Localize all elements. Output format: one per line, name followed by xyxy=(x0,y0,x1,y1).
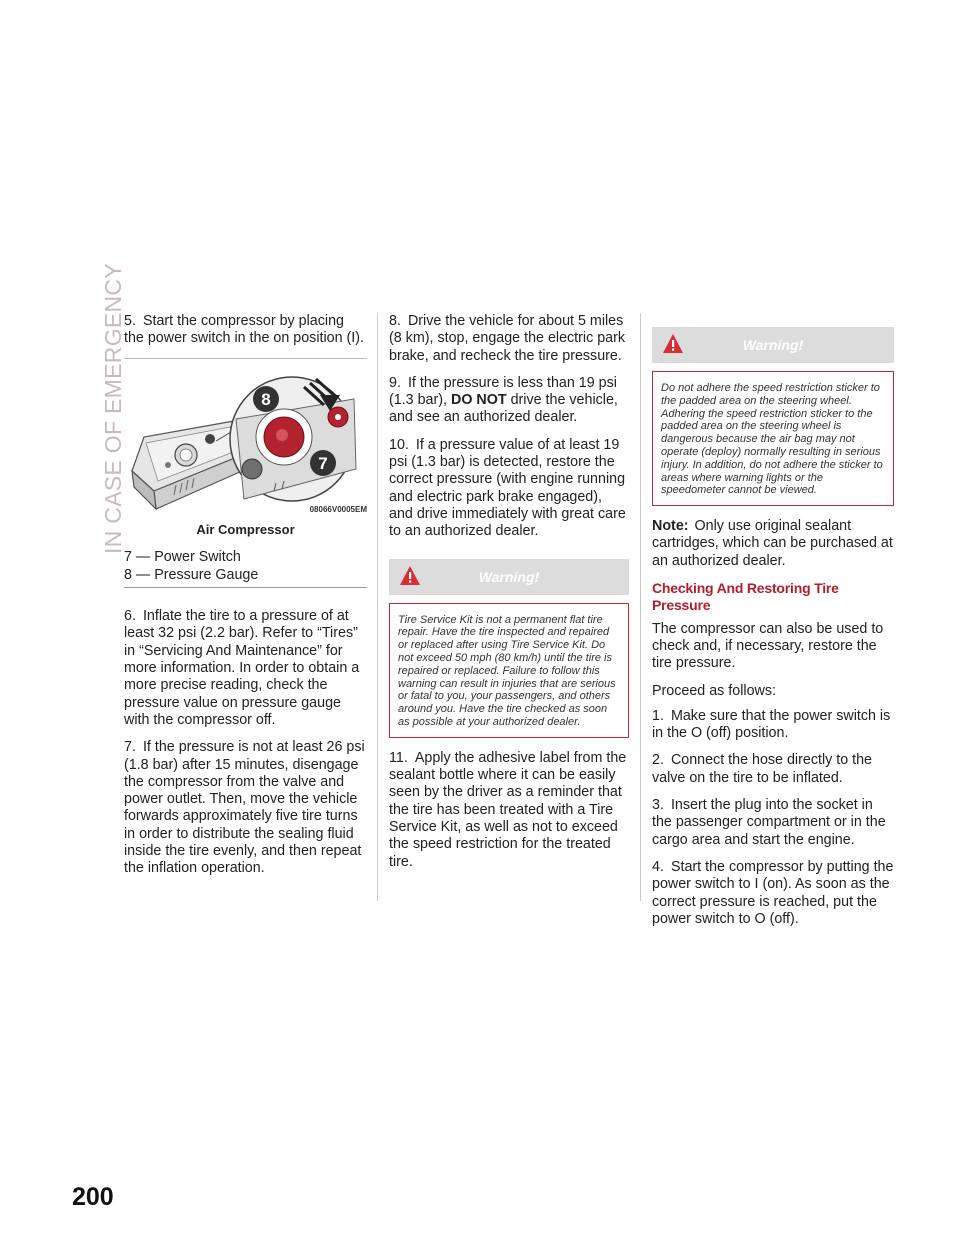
subheading: Checking And Restoring Tire Pressure xyxy=(652,580,839,614)
air-compressor-figure xyxy=(124,358,367,549)
compressor-body xyxy=(132,421,242,509)
step-5 xyxy=(124,313,367,348)
figure-caption: Air Compressor xyxy=(196,522,295,538)
proceed-paragraph: Proceed as follows: xyxy=(652,682,776,699)
step-11 xyxy=(389,750,629,871)
note-label: Note: xyxy=(652,518,689,535)
legend-item-power-switch: 7 — Power Switch xyxy=(124,548,241,565)
step-number: 2. xyxy=(652,752,664,769)
note-text: Only use original sealant cartridges, which can be purchased at an authorized dealer. xyxy=(652,518,893,569)
column-1 xyxy=(124,313,367,888)
step-number: 1. xyxy=(652,707,664,724)
figure-code: 08066V0005EM xyxy=(309,505,367,515)
warning-body: Tire Service Kit is not a permanent flat tire repair. Have the tire inspected and repaired or replaced after using Tire Service Kit. Do not exceed 50 mph (80 km/h) until the tire is repaired or replaced. Failure to follow this warning can result in injuries that are serious or fatal to you, your passengers, and others around you. Have the tire checked as soon as possible at your authorized dealer. xyxy=(389,603,629,738)
intro-paragraph: The compressor can also be used to check and, if necessary, restore the tire pressure. xyxy=(652,620,884,672)
step-text: Start the compressor by placing the power switch in the on position (I). xyxy=(124,313,364,347)
svg-text:8: 8 xyxy=(261,389,271,409)
step-text: Apply the adhesive label from the sealant bottle where it can be easily seen by the driver as a reminder that the tire has been treated with a Tire Service Kit, as well as not to exceed the speed restriction for the treated tire. xyxy=(389,749,627,870)
step-text: If a pressure value of at least 19 psi (1.3 bar) is detected, restore the correct pressure (with engine running and electric park brake engaged), and drive immediately with great care to an authorized dealer. xyxy=(389,436,626,540)
step-6 xyxy=(124,608,367,729)
note xyxy=(652,518,894,570)
check-step-2 xyxy=(652,752,894,787)
check-step-4 xyxy=(652,859,894,928)
step-number: 8. xyxy=(389,313,401,329)
step-number: 10. xyxy=(389,436,409,453)
warning-header xyxy=(389,559,629,595)
section-title-vertical: IN CASE OF EMERGENCY xyxy=(100,263,126,554)
step-8 xyxy=(389,313,629,365)
check-step-1 xyxy=(652,708,894,743)
column-3 xyxy=(652,313,894,938)
column-divider xyxy=(640,313,641,901)
step-text: If the pressure is not at least 26 psi (1.8 bar) after 15 minutes, disengage the compressor from the valve and power outlet. Then, move the vehicle forwards approximately five tire turns in order to distribute the sealing fluid inside the tire evenly, and then repeat the inflation operation. xyxy=(124,739,365,877)
page-number: 200 xyxy=(72,1183,114,1211)
step-text: Start the compressor by putting the power switch to I (on). As soon as the correct pressure is reached, put the power switch to O (off). xyxy=(652,858,894,927)
step-number: 3. xyxy=(652,797,664,814)
step-text: Drive the vehicle for about 5 miles (8 km), stop, engage the electric park brake, and recheck the tire pressure. xyxy=(389,313,626,364)
step-text: Insert the plug into the socket in the passenger compartment or in the cargo area and start the engine. xyxy=(652,797,886,848)
emphasis-do-not: DO NOT xyxy=(451,392,507,409)
callout-8 xyxy=(253,386,279,412)
step-text: Inflate the tire to a pressure of at least 32 psi (2.2 bar). Refer to “Tires” in “Servicing And Maintenance” for more information. In order to obtain a more precise reading, check the pressure value on pressure gauge with the compressor off. xyxy=(124,608,360,728)
step-7 xyxy=(124,739,367,877)
step-number: 11. xyxy=(389,749,408,766)
warning-title: Warning! xyxy=(742,337,804,353)
step-9 xyxy=(389,375,629,427)
check-step-3 xyxy=(652,797,894,849)
step-number: 9. xyxy=(389,374,401,391)
step-number: 5. xyxy=(124,313,136,329)
column-divider xyxy=(377,313,378,901)
step-10 xyxy=(389,437,629,541)
step-text: Make sure that the power switch is in the O (off) position. xyxy=(652,707,891,742)
column-2 xyxy=(389,313,629,881)
figure-legend xyxy=(124,549,367,589)
warning-header xyxy=(652,327,894,363)
legend-item-pressure-gauge: 8 — Pressure Gauge xyxy=(124,566,259,583)
warning-title: Warning! xyxy=(478,568,540,585)
step-number: 7. xyxy=(124,739,136,756)
step-text: If the pressure is less than 19 psi (1.3 bar), xyxy=(389,374,617,409)
air-compressor-illustration xyxy=(124,359,367,549)
svg-text:7: 7 xyxy=(318,453,328,473)
step-number: 4. xyxy=(652,858,664,875)
zoom-detail xyxy=(230,377,356,501)
callout-7 xyxy=(310,450,336,476)
step-number: 6. xyxy=(124,608,136,625)
step-text: Connect the hose directly to the valve on the tire to be inflated. xyxy=(652,752,873,786)
warning-body: Do not adhere the speed restriction sticker to the padded area on the steering wheel. Adhering the speed restriction sticker to the padded area on the steering wheel is dangerous because the air bag may not operate (deploy) normally resulting in serious injury. In addition, do not adhere the sticker to areas where warning lights or the speedometer cannot be viewed. xyxy=(652,371,894,506)
warning-icon xyxy=(399,565,421,587)
warning-icon xyxy=(662,333,684,355)
step-text-cont: drive the vehicle, and see an authorized dealer. xyxy=(389,392,618,426)
